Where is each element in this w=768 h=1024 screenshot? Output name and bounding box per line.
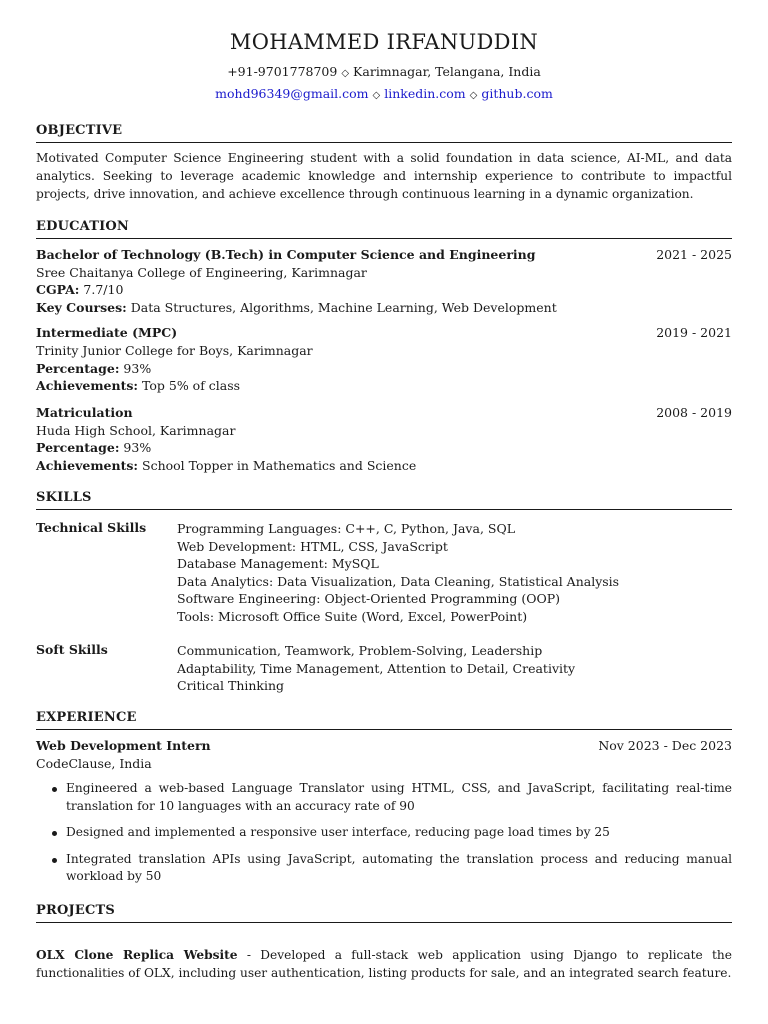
- project-description: - Developed a full-stack web application using Django to replicate the functionalities of OLX, including user authentication, listing products for sale, and an integrated search feature.: [36, 948, 732, 980]
- contact-line-1: [36, 64, 732, 79]
- technical-skills-label: Technical Skills: [36, 520, 147, 535]
- bullet-text: Designed and implemented a responsive user interface, reducing page load times by 25: [66, 825, 610, 839]
- school: Huda High School, Karimnagar: [36, 423, 236, 438]
- extra-value: Data Structures, Algorithms, Machine Learning, Web Development: [130, 300, 557, 315]
- education-dates: 2021 - 2025: [656, 247, 732, 262]
- score-value: 7.7/10: [83, 282, 124, 297]
- project-name: OLX Clone Replica Website: [36, 948, 238, 962]
- extra-label: Achievements:: [36, 378, 139, 393]
- bullet-icon: [52, 831, 57, 836]
- extra-line: [36, 377, 732, 395]
- skill-line: Web Development: HTML, CSS, JavaScript: [177, 538, 448, 554]
- job-dates: Nov 2023 - Dec 2023: [598, 738, 732, 753]
- skill-line: Programming Languages: C++, C, Python, Java, SQL: [177, 521, 516, 536]
- bullet-icon: [52, 858, 57, 863]
- score-line: [36, 360, 732, 378]
- score-value: 93%: [123, 440, 152, 455]
- project-entry: [36, 946, 732, 982]
- skill-line: Tools: Microsoft Office Suite (Word, Excel, PowerPoint): [177, 608, 528, 624]
- extra-label: Achievements:: [36, 458, 139, 473]
- education-dates: 2008 - 2019: [656, 405, 732, 420]
- skills-heading: SKILLS: [36, 490, 732, 510]
- objective-heading: OBJECTIVE: [36, 123, 732, 143]
- soft-skills-label: Soft Skills: [36, 642, 108, 657]
- skill-line: Adaptability, Time Management, Attention to Detail, Creativity: [177, 660, 576, 676]
- extra-label: Key Courses:: [36, 300, 127, 315]
- extra-value: Top 5% of class: [142, 378, 241, 393]
- degree: Bachelor of Technology (B.Tech) in Computer Science and Engineering: [36, 247, 536, 262]
- separator-icon: ◇: [372, 90, 381, 101]
- location: Karimnagar, Telangana, India: [353, 64, 541, 79]
- list-item: [36, 824, 732, 842]
- skill-line: Communication, Teamwork, Problem-Solving, Leadership: [177, 643, 543, 658]
- experience-heading: EXPERIENCE: [36, 710, 732, 730]
- linkedin-link[interactable]: linkedin.com: [384, 86, 466, 101]
- list-item: [36, 780, 732, 815]
- bullet-text: Integrated translation APIs using JavaScript, automating the translation process and reducing manual workload by 50: [66, 851, 732, 883]
- skill-line: Database Management: MySQL: [177, 556, 379, 571]
- education-heading: EDUCATION: [36, 219, 732, 239]
- score-value: 93%: [123, 361, 152, 376]
- school: Trinity Junior College for Boys, Karimnagar: [36, 343, 313, 358]
- company: CodeClause, India: [36, 756, 152, 771]
- job-role: Web Development Intern: [36, 738, 211, 753]
- email-link[interactable]: mohd96349@gmail.com: [215, 86, 369, 101]
- objective-text: Motivated Computer Science Engineering student with a solid foundation in data science, AI-ML, and data analytics. Seeking to leverage academic knowledge and internship experience to contribute to impactful projects, drive innovation, and achieve excellence through continuous learning in a dynamic organization.: [36, 151, 732, 201]
- education-dates: 2019 - 2021: [656, 325, 732, 340]
- score-line: [36, 439, 732, 457]
- separator-icon: ◇: [341, 68, 350, 79]
- score-line: [36, 281, 732, 299]
- list-item: [36, 851, 732, 886]
- extra-line: [36, 457, 732, 475]
- score-label: Percentage:: [36, 440, 120, 455]
- phone: +91-9701778709: [227, 64, 338, 79]
- soft-skills-list: [177, 642, 575, 695]
- technical-skills-list: [177, 520, 619, 625]
- projects-heading: PROJECTS: [36, 903, 732, 923]
- separator-icon: ◇: [469, 90, 478, 101]
- skill-line: Software Engineering: Object-Oriented Programming (OOP): [177, 591, 561, 606]
- school: Sree Chaitanya College of Engineering, Karimnagar: [36, 265, 367, 280]
- score-label: CGPA:: [36, 282, 80, 297]
- degree: Intermediate (MPC): [36, 325, 178, 340]
- candidate-name: MOHAMMED IRFANUDDIN: [229, 30, 539, 54]
- skill-line: Data Analytics: Data Visualization, Data Cleaning, Statistical Analysis: [177, 573, 620, 589]
- extra-value: School Topper in Mathematics and Science: [142, 458, 417, 473]
- experience-bullets: [36, 780, 732, 895]
- contact-line-2: [36, 86, 732, 101]
- github-link[interactable]: github.com: [481, 86, 553, 101]
- degree: Matriculation: [36, 405, 133, 420]
- skill-line: Critical Thinking: [177, 678, 285, 693]
- score-label: Percentage:: [36, 361, 120, 376]
- extra-line: [36, 299, 732, 317]
- bullet-icon: [52, 787, 57, 792]
- bullet-text: Engineered a web-based Language Translator using HTML, CSS, and JavaScript, facilitating real-time translation for 10 languages with an accuracy rate of 90: [66, 781, 732, 813]
